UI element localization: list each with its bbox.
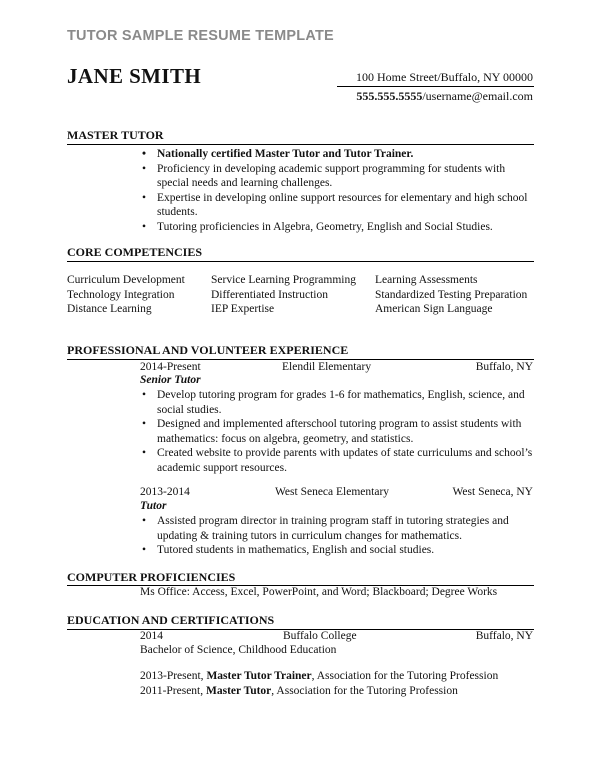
competency-column-3 [375, 273, 527, 317]
job-duties [140, 388, 535, 475]
section-heading-master-tutor: MASTER TUTOR [67, 128, 164, 142]
competency-item: Service Learning Programming [211, 274, 356, 286]
list-item: • Designed and implemented afterschool tutoring program to assist students with mathematics: focus on algebra, geometry, and statistics. [140, 417, 535, 446]
list-item: • Expertise in developing online support resources for elementary and high school students. [140, 191, 535, 220]
education-school: Buffalo College [283, 630, 357, 642]
education-degree: Bachelor of Science, Childhood Education [140, 644, 337, 656]
candidate-name: JANE SMITH [67, 64, 202, 88]
competency-item: American Sign Language [375, 303, 493, 316]
cert-org: , Association for the Tutoring Profession [271, 685, 458, 697]
list-item: • Proficiency in developing academic support programming for students with special needs and learning challenges. [140, 162, 535, 191]
cert-org: , Association for the Tutoring Profession [311, 670, 499, 682]
list-item: • Created website to provide parents with updates of state curriculums and school’s academic support resources. [140, 446, 535, 475]
section-heading-education: EDUCATION AND CERTIFICATIONS [67, 613, 275, 627]
section-divider [67, 261, 534, 262]
cert-dates: 2011-Present, [140, 685, 207, 697]
computer-skills: Ms Office: Access, Excel, PowerPoint, and Word; Blackboard; Degree Works [140, 586, 498, 598]
competency-item: IEP Expertise [211, 303, 275, 316]
competency-item: Curriculum Development [67, 274, 185, 286]
list-item: • Develop tutoring program for grades 1-6 for mathematics, English, science, and social studies. [140, 388, 535, 417]
address: 100 Home Street/Buffalo, NY 00000 [356, 70, 533, 84]
competency-item: Distance Learning [67, 303, 152, 316]
section-divider [67, 144, 534, 145]
certification-line [140, 685, 458, 697]
competency-column-1 [67, 273, 185, 317]
job-dates: 2014-Present [140, 361, 201, 373]
section-divider [67, 359, 534, 360]
section-heading-computer: COMPUTER PROFICIENCIES [67, 570, 236, 584]
contact-line [356, 89, 533, 104]
competency-item: Technology Integration [67, 288, 175, 301]
master-tutor-list [140, 147, 535, 234]
email: /username@email.com [422, 89, 533, 103]
education-location: Buffalo, NY [475, 630, 533, 642]
job-title: Tutor [140, 500, 167, 512]
section-heading-core-competencies: CORE COMPETENCIES [67, 245, 203, 259]
education-year: 2014 [140, 630, 163, 642]
template-title: TUTOR SAMPLE RESUME TEMPLATE [67, 28, 334, 44]
cert-title: Master Tutor [206, 685, 272, 697]
job-location: West Seneca, NY [452, 486, 533, 498]
job-duties [140, 514, 535, 558]
cert-title: Master Tutor Trainer [206, 670, 312, 682]
list-item: • Nationally certified Master Tutor and Tutor Trainer. [140, 147, 535, 162]
job-organization: Elendil Elementary [282, 361, 372, 373]
list-item: • Assisted program director in training program staff in tutoring strategies and updating & training tutors in curriculum changes for mathematics. [140, 514, 535, 543]
header-divider [337, 86, 534, 87]
competency-item: Learning Assessments [375, 274, 478, 286]
cert-dates: 2013-Present, [140, 670, 207, 682]
phone: 555.555.5555 [356, 89, 423, 103]
certification-line [140, 670, 498, 682]
list-item: • Tutored students in mathematics, English and social studies. [140, 543, 535, 558]
job-dates: 2013-2014 [140, 486, 190, 498]
competency-item: Differentiated Instruction [211, 288, 328, 301]
list-item: • Tutoring proficiencies in Algebra, Geometry, English and Social Studies. [140, 220, 535, 235]
job-location: Buffalo, NY [475, 361, 533, 373]
job-organization: West Seneca Elementary [275, 486, 390, 498]
job-title: Senior Tutor [140, 374, 201, 386]
competency-column-2 [211, 273, 356, 317]
competency-item: Standardized Testing Preparation [375, 288, 528, 301]
section-heading-experience: PROFESSIONAL AND VOLUNTEER EXPERIENCE [67, 343, 349, 357]
